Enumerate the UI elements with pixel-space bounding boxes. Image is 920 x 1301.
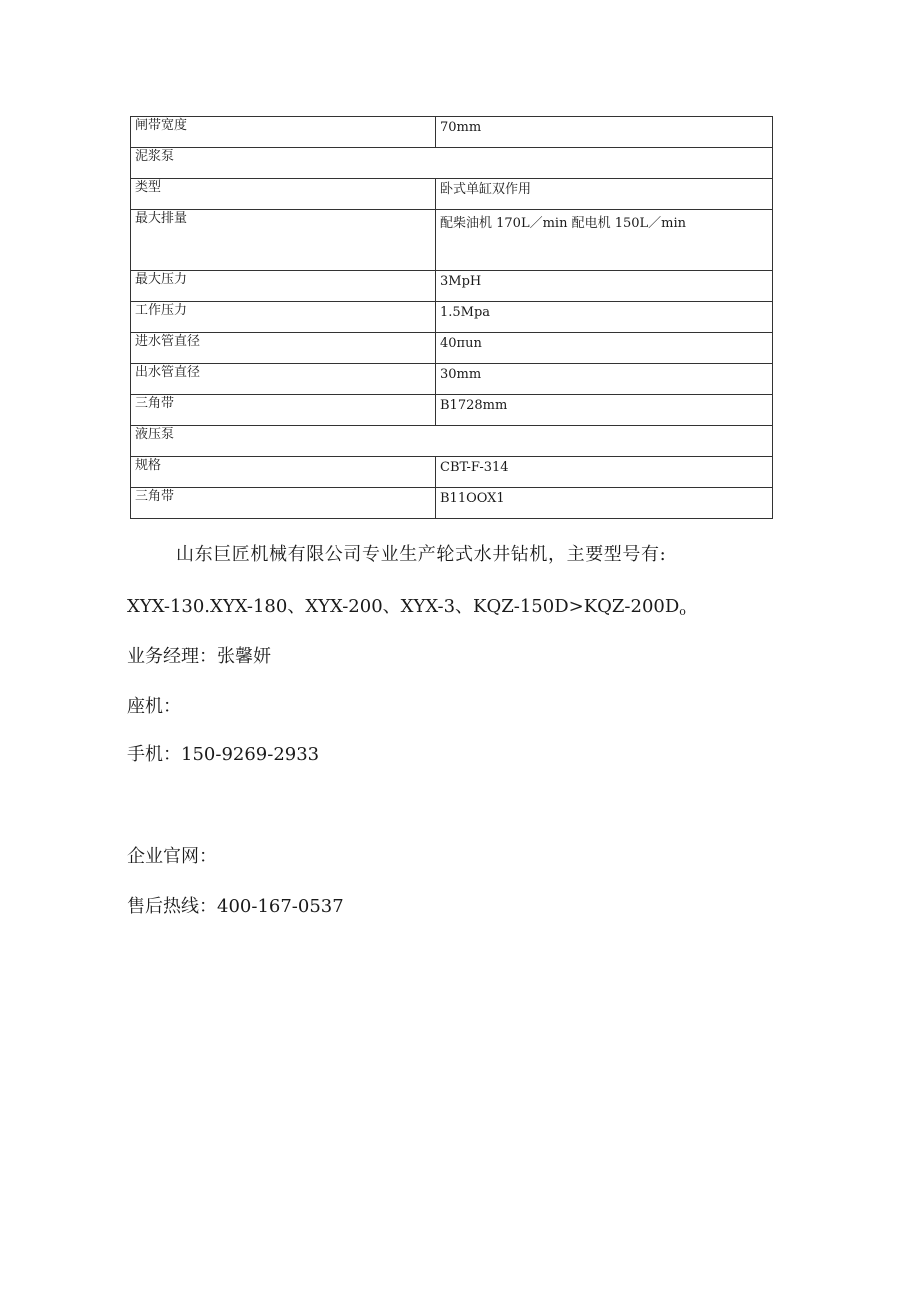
spec-value: 3MpH bbox=[436, 271, 773, 302]
section-label: 泥浆泵 bbox=[131, 148, 773, 179]
manager-line: 业务经理：张馨妍 bbox=[127, 646, 271, 667]
spec-label: 进水管直径 bbox=[131, 333, 436, 364]
spec-label: 工作压力 bbox=[131, 302, 436, 333]
spec-table bbox=[130, 116, 773, 519]
table-row bbox=[131, 395, 773, 426]
spec-label: 三角带 bbox=[131, 488, 436, 519]
spec-value: 配柴油机 170L／min 配电机 150L／min bbox=[436, 210, 773, 271]
section-label: 液压泵 bbox=[131, 426, 773, 457]
table-section-row bbox=[131, 426, 773, 457]
spec-value: B1728mm bbox=[436, 395, 773, 426]
table-row bbox=[131, 117, 773, 148]
spec-value: 卧式单缸双作用 bbox=[436, 179, 773, 210]
spec-label: 三角带 bbox=[131, 395, 436, 426]
table-row bbox=[131, 488, 773, 519]
spec-value: 1.5Mpa bbox=[436, 302, 773, 333]
table-row bbox=[131, 333, 773, 364]
model-list-text: XYX-130.XYX-180、XYX-200、XYX-3、KQZ-150D>KQZ-200D bbox=[127, 596, 680, 617]
spec-value: 30mm bbox=[436, 364, 773, 395]
spec-value: 70mm bbox=[436, 117, 773, 148]
spec-label: 最大排量 bbox=[131, 210, 436, 271]
landline-line: 座机： bbox=[127, 696, 181, 717]
spec-value: 40πun bbox=[436, 333, 773, 364]
intro-paragraph: 山东巨匠机械有限公司专业生产轮式水井钻机，主要型号有: bbox=[176, 544, 667, 565]
spec-label: 类型 bbox=[131, 179, 436, 210]
table-row bbox=[131, 179, 773, 210]
spec-label: 闸带宽度 bbox=[131, 117, 436, 148]
spec-label: 出水管直径 bbox=[131, 364, 436, 395]
spec-value: B11OOX1 bbox=[436, 488, 773, 519]
spec-label: 规格 bbox=[131, 457, 436, 488]
model-list-suffix: o bbox=[679, 605, 686, 618]
table-row bbox=[131, 302, 773, 333]
spec-label: 最大压力 bbox=[131, 271, 436, 302]
hotline-line: 售后热线：400-167-0537 bbox=[127, 896, 344, 917]
table-section-row bbox=[131, 148, 773, 179]
website-line: 企业官网： bbox=[127, 846, 217, 867]
table-row bbox=[131, 210, 773, 271]
mobile-line: 手机：150-9269-2933 bbox=[127, 744, 320, 765]
model-list bbox=[127, 596, 686, 623]
table-row bbox=[131, 457, 773, 488]
spec-value: CBT-F-314 bbox=[436, 457, 773, 488]
table-row bbox=[131, 271, 773, 302]
table-row bbox=[131, 364, 773, 395]
